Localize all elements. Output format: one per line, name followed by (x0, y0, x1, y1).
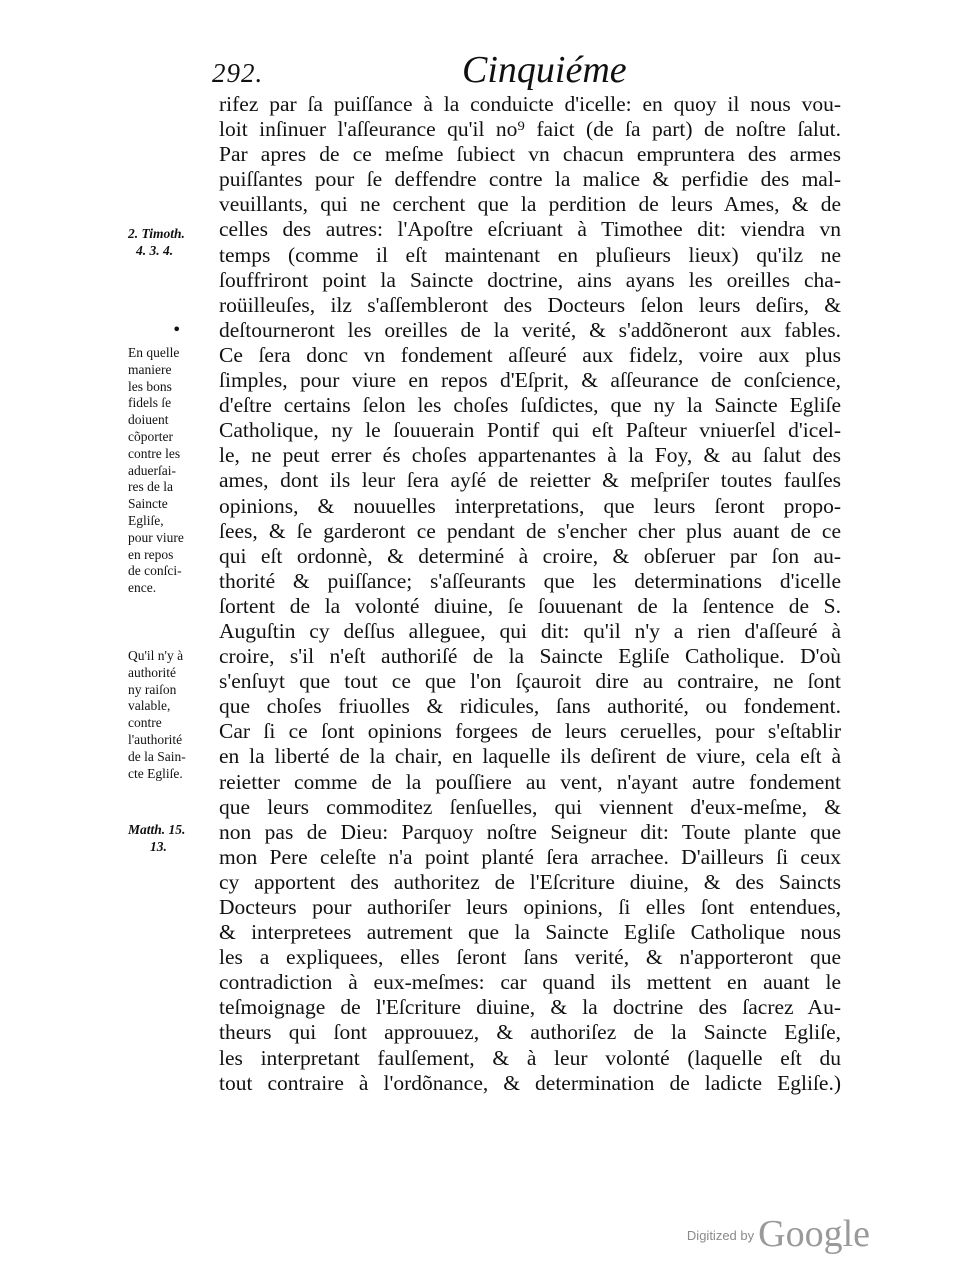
body-line: opinions, & nouuelles interpretations, que leurs ſeront propo- (219, 493, 841, 518)
margin-note-line: ence. (128, 580, 157, 596)
margin-note-line: en repos (128, 546, 174, 562)
body-line: que leurs commoditez ſenſuelles, qui viennent d'eux-meſme, & (219, 794, 841, 819)
body-line: Ce ſera donc vn fondement aſſeuré aux fidelz, voire aux plus (219, 342, 841, 367)
body-line: qui eſt ordonnè, & determiné à croire, & obſeruer par ſon au- (219, 543, 841, 568)
margin-note-line: contre (128, 715, 162, 731)
margin-note-line: de la Sain- (128, 748, 186, 764)
body-line: puiſſantes pour ſe deffendre contre la malice & perfidie des mal- (219, 167, 841, 192)
running-head: Cinquiéme (462, 49, 627, 91)
body-line: Catholique, ny le ſouuerain Pontif qui eſt Paſteur vniuerſel d'icel- (219, 418, 841, 443)
margin-note-line: Matth. 15. (128, 822, 186, 837)
body-line: temps (comme il eſt maintenant en pluſieurs lieux) qu'ilz ne (219, 242, 841, 267)
margin-note-manner (128, 345, 210, 597)
body-line: s'enſuyt que tout ce que l'on ſçauroit dire au contraire, ne ſont (219, 669, 841, 694)
body-line: veuillants, qui ne cerchent que la perdition de leurs Ames, & de (219, 192, 841, 217)
margin-note-line: 2. Timoth. (128, 226, 185, 241)
body-line: non pas de Dieu: Parquoy noſtre Seigneur dit: Toute plante que (219, 819, 841, 844)
body-line: Docteurs pour authoriſer leurs opinions, ſi elles ſont entendues, (219, 895, 841, 919)
margin-note-matthew-reference (128, 822, 210, 856)
body-line: theurs qui ſont approuuez, & authoriſez de la Saincte Egliſe, (219, 1020, 841, 1045)
body-line: celles des autres: l'Apoſtre eſcriuant à Timothee dit: viendra vn (219, 217, 841, 242)
body-line: le, ne peut errer és choſes appartenantes à la Foy, & au ſalut des (219, 443, 841, 468)
margin-note-line: contre les (128, 445, 181, 461)
body-line: ſouffriront point la Saincte doctrine, ains ayans les oreilles cha- (219, 267, 841, 292)
margin-note-line: Qu'il n'y à (128, 648, 184, 663)
body-line: reietter comme de la pouſſiere au vent, n'ayant autre fondement (219, 769, 841, 794)
body-line: d'eſtre certains ſelon les choſes ſuſdictes, que ny la Saincte Egliſe (219, 393, 841, 418)
margin-note-authority (128, 648, 210, 782)
margin-note-line: ny raiſon (128, 681, 177, 697)
body-line: ſortent de la volonté diuine, ſe ſouuenant de la ſentence de S. (219, 593, 841, 618)
body-line: Auguſtin cy deſſus alleguee, qui dit: qu'il n'y a rien d'aſſeuré à (219, 618, 841, 643)
margin-note-line: cõporter (128, 428, 173, 444)
margin-note-line: En quelle (128, 345, 180, 360)
body-line: cy apportent des authoritez de l'Eſcriture diuine, & des Saincts (219, 869, 841, 894)
body-line: teſmoignage de l'Eſcriture diuine, & la doctrine des ſacrez Au- (219, 995, 841, 1020)
margin-note-line: authorité (128, 664, 176, 680)
body-line: roüilleuſes, ilz s'aſſembleront des Docteurs ſelon leurs deſirs, & (219, 292, 841, 317)
body-line: ames, dont ils leur ſera ayſé de reietter & meſpriſer toutes faulſes (219, 468, 841, 493)
google-logo: Google (758, 1213, 870, 1255)
margin-note-line: pour viure (128, 529, 184, 545)
body-line: ſees, & ſe garderont ce pendant de s'encher cher plus auant de ce (219, 518, 841, 543)
margin-note-timothy-reference (128, 226, 210, 260)
body-text (219, 92, 841, 1096)
margin-note-line: Egliſe, (128, 512, 164, 528)
body-line: les a expliquees, elles ſeront ſans verité, & n'apporteront que (219, 945, 841, 970)
margin-note-line: 4. 3. 4. (136, 242, 174, 258)
margin-note-line: Saincte (128, 496, 168, 512)
margin-dot-mark: • (172, 320, 182, 339)
margin-note-line: 13. (150, 838, 167, 854)
margin-note-line: aduerſai- (128, 462, 176, 478)
margin-note-line: valable, (128, 698, 171, 714)
margin-note-line: res de la (128, 479, 173, 495)
body-line: thorité & puiſſance; s'aſſeurants que les determinations d'icelle (219, 568, 841, 593)
body-line: deſtourneront les oreilles de la verité, & s'addõneront aux fables. (219, 317, 841, 342)
page-number: 292. (212, 58, 264, 88)
margin-note-line: maniere (128, 361, 172, 377)
body-line: que choſes friuolles & ridicules, ſans authorité, ou fondement. (219, 694, 841, 719)
body-line: mon Pere celeſte n'a point planté ſera arrachee. D'ailleurs ſi ceux (219, 844, 841, 869)
margin-note-line: les bons (128, 378, 172, 394)
body-line: loit inſinuer l'aſſeurance qu'il no⁹ faict (de ſa part) de noſtre ſalut. (219, 117, 841, 142)
digitized-by-text: Digitized by (686, 1228, 755, 1243)
body-line: contradiction à eux-meſmes: car quand ils mettent en auant le (219, 970, 841, 995)
margin-note-line: de conſci- (128, 563, 182, 579)
margin-note-line: l'authorité (128, 731, 183, 747)
body-line: croire, s'il n'eſt authoriſé de la Saincte Egliſe Catholique. D'où (219, 644, 841, 669)
margin-note-line: doiuent (128, 412, 169, 428)
body-line: les interpretant faulſement, & à leur volonté (laquelle eſt du (219, 1045, 841, 1070)
body-line: Car ſi ce ſont opinions forgees de leurs ceruelles, pour s'eſtablir (219, 719, 841, 744)
body-line: Par apres de ce meſme ſubiect vn chacun empruntera des armes (219, 142, 841, 167)
body-line: & interpretees autrement que la Saincte Egliſe Catholique nous (219, 920, 841, 945)
margin-note-line: cte Egliſe. (128, 765, 183, 781)
body-line: tout contraire à l'ordõnance, & determination de ladicte Egliſe.) (219, 1070, 841, 1095)
body-line: ſimples, pour viure en repos d'Eſprit, & aſſeurance de conſcience, (219, 368, 841, 393)
body-line: rifez par ſa puiſſance à la conduicte d'icelle: en quoy il nous vou- (219, 92, 841, 116)
body-line: en la liberté de la chair, en laquelle ils deſirent de viure, cela eſt à (219, 744, 841, 769)
margin-note-line: fidels ſe (128, 395, 172, 411)
digitized-by-watermark (687, 1212, 870, 1256)
